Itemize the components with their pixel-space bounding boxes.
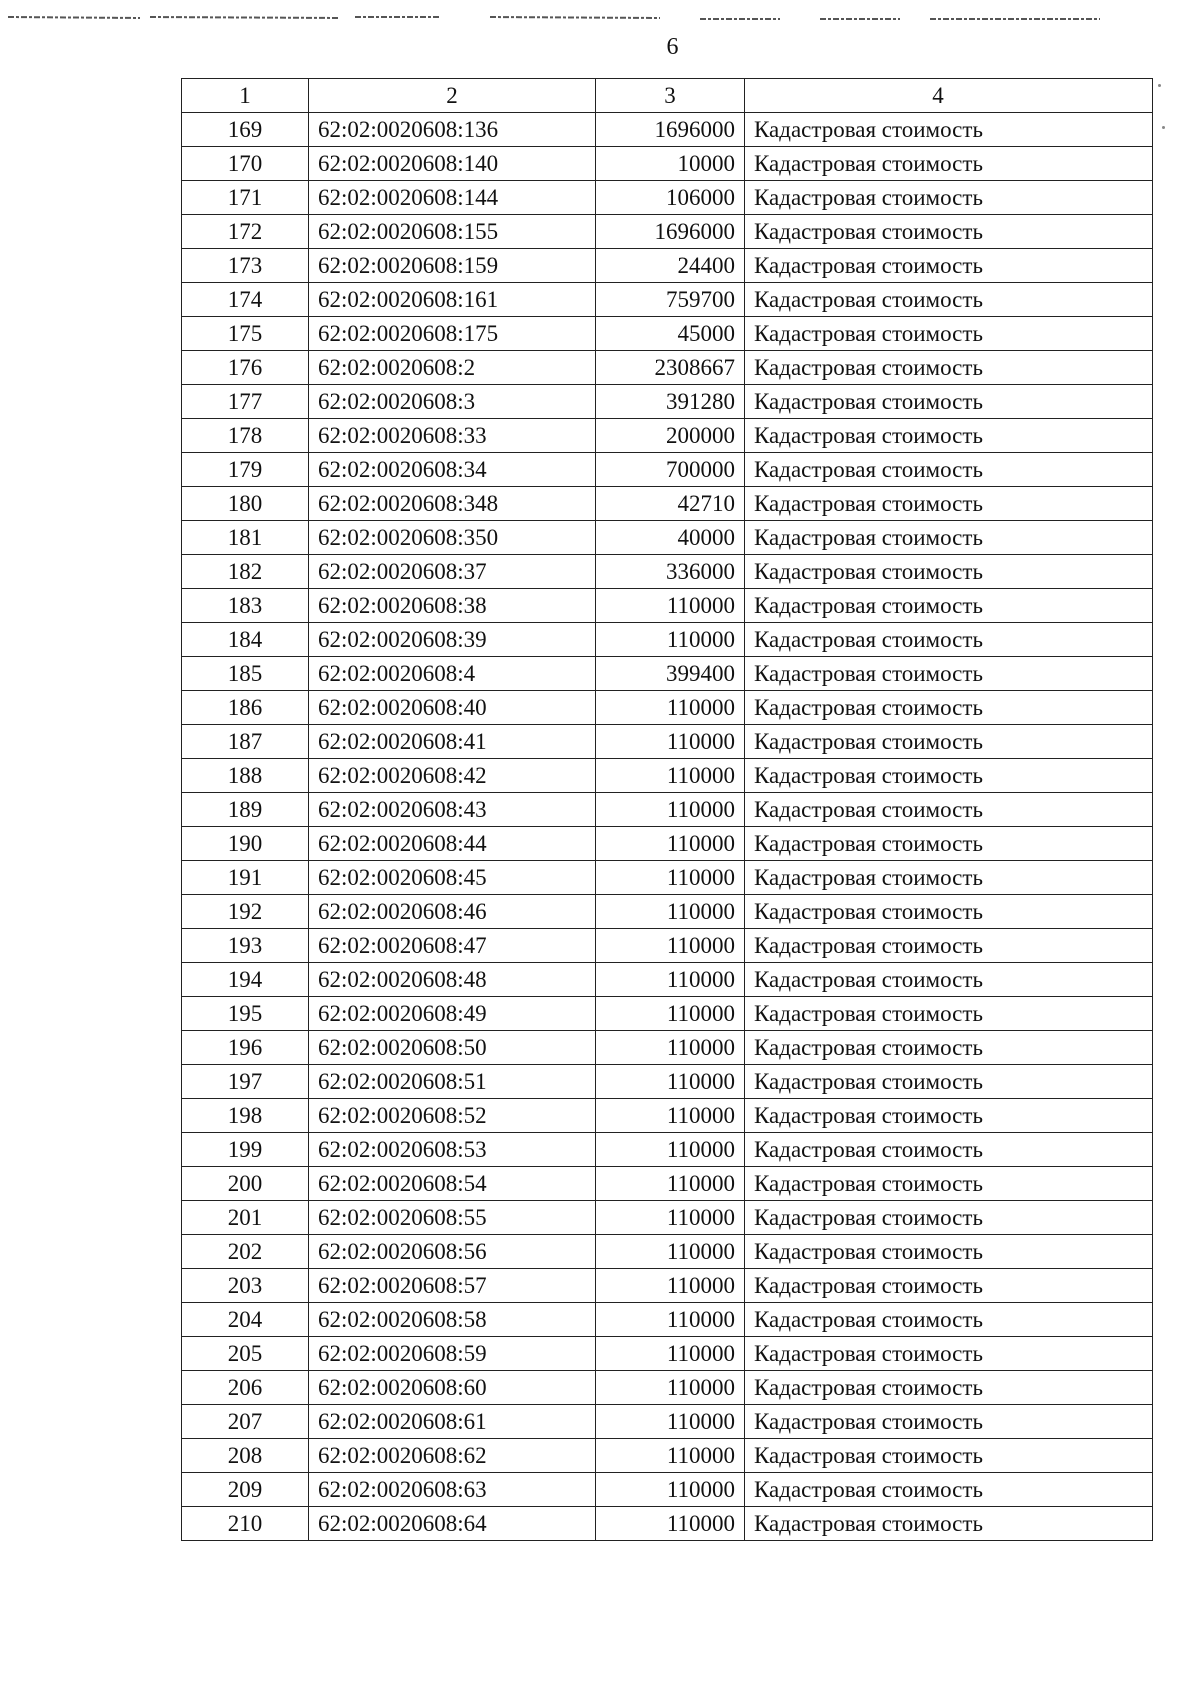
cadastral-number-cell: 62:02:0020608:350 bbox=[309, 521, 596, 555]
value-cell: 110000 bbox=[596, 589, 745, 623]
value-cell: 110000 bbox=[596, 1269, 745, 1303]
value-cell: 399400 bbox=[596, 657, 745, 691]
value-cell: 24400 bbox=[596, 249, 745, 283]
table-row bbox=[182, 113, 1153, 147]
row-number-cell: 199 bbox=[182, 1133, 309, 1167]
value-cell: 110000 bbox=[596, 759, 745, 793]
value-type-cell: Кадастровая стоимость bbox=[745, 1507, 1153, 1541]
value-type-cell: Кадастровая стоимость bbox=[745, 1269, 1153, 1303]
table-row bbox=[182, 793, 1153, 827]
value-type-cell: Кадастровая стоимость bbox=[745, 827, 1153, 861]
page-number: 6 bbox=[666, 34, 679, 60]
table-row bbox=[182, 997, 1153, 1031]
scan-speck bbox=[1162, 126, 1165, 129]
cadastral-number-cell: 62:02:0020608:4 bbox=[309, 657, 596, 691]
cadastral-number-cell: 62:02:0020608:38 bbox=[309, 589, 596, 623]
cadastral-number-cell: 62:02:0020608:155 bbox=[309, 215, 596, 249]
row-number-cell: 176 bbox=[182, 351, 309, 385]
value-type-cell: Кадастровая стоимость bbox=[745, 725, 1153, 759]
value-cell: 110000 bbox=[596, 895, 745, 929]
table-row bbox=[182, 1303, 1153, 1337]
table-row bbox=[182, 385, 1153, 419]
table-row bbox=[182, 317, 1153, 351]
cadastral-number-cell: 62:02:0020608:3 bbox=[309, 385, 596, 419]
cadastral-number-cell: 62:02:0020608:59 bbox=[309, 1337, 596, 1371]
cadastral-number-cell: 62:02:0020608:53 bbox=[309, 1133, 596, 1167]
table-row bbox=[182, 147, 1153, 181]
row-number-cell: 170 bbox=[182, 147, 309, 181]
table-row bbox=[182, 657, 1153, 691]
value-type-cell: Кадастровая стоимость bbox=[745, 861, 1153, 895]
row-number-cell: 188 bbox=[182, 759, 309, 793]
cadastral-number-cell: 62:02:0020608:45 bbox=[309, 861, 596, 895]
value-type-cell: Кадастровая стоимость bbox=[745, 623, 1153, 657]
cadastral-number-cell: 62:02:0020608:39 bbox=[309, 623, 596, 657]
table-row bbox=[182, 929, 1153, 963]
value-type-cell: Кадастровая стоимость bbox=[745, 1167, 1153, 1201]
row-number-cell: 180 bbox=[182, 487, 309, 521]
value-cell: 759700 bbox=[596, 283, 745, 317]
cadastral-number-cell: 62:02:0020608:42 bbox=[309, 759, 596, 793]
row-number-cell: 202 bbox=[182, 1235, 309, 1269]
value-type-cell: Кадастровая стоимость bbox=[745, 1065, 1153, 1099]
value-cell: 110000 bbox=[596, 1235, 745, 1269]
value-type-cell: Кадастровая стоимость bbox=[745, 215, 1153, 249]
value-type-cell: Кадастровая стоимость bbox=[745, 657, 1153, 691]
cadastral-number-cell: 62:02:0020608:37 bbox=[309, 555, 596, 589]
table-row bbox=[182, 215, 1153, 249]
value-type-cell: Кадастровая стоимость bbox=[745, 1201, 1153, 1235]
value-cell: 10000 bbox=[596, 147, 745, 181]
value-type-cell: Кадастровая стоимость bbox=[745, 793, 1153, 827]
cadastral-number-cell: 62:02:0020608:175 bbox=[309, 317, 596, 351]
value-cell: 110000 bbox=[596, 1337, 745, 1371]
value-type-cell: Кадастровая стоимость bbox=[745, 317, 1153, 351]
row-number-cell: 169 bbox=[182, 113, 309, 147]
value-cell: 110000 bbox=[596, 1065, 745, 1099]
value-cell: 110000 bbox=[596, 1031, 745, 1065]
row-number-cell: 185 bbox=[182, 657, 309, 691]
row-number-cell: 209 bbox=[182, 1473, 309, 1507]
value-cell: 110000 bbox=[596, 1303, 745, 1337]
value-cell: 110000 bbox=[596, 623, 745, 657]
value-type-cell: Кадастровая стоимость bbox=[745, 419, 1153, 453]
value-cell: 110000 bbox=[596, 1099, 745, 1133]
value-type-cell: Кадастровая стоимость bbox=[745, 113, 1153, 147]
table-row bbox=[182, 453, 1153, 487]
table-row bbox=[182, 1099, 1153, 1133]
value-cell: 700000 bbox=[596, 453, 745, 487]
value-cell: 110000 bbox=[596, 1473, 745, 1507]
row-number-cell: 173 bbox=[182, 249, 309, 283]
cadastral-number-cell: 62:02:0020608:49 bbox=[309, 997, 596, 1031]
value-type-cell: Кадастровая стоимость bbox=[745, 453, 1153, 487]
value-cell: 110000 bbox=[596, 1167, 745, 1201]
column-header-2: 2 bbox=[309, 79, 596, 113]
value-type-cell: Кадастровая стоимость bbox=[745, 1371, 1153, 1405]
cadastral-number-cell: 62:02:0020608:63 bbox=[309, 1473, 596, 1507]
row-number-cell: 207 bbox=[182, 1405, 309, 1439]
value-cell: 110000 bbox=[596, 1371, 745, 1405]
cadastral-number-cell: 62:02:0020608:47 bbox=[309, 929, 596, 963]
value-type-cell: Кадастровая стоимость bbox=[745, 1235, 1153, 1269]
value-cell: 110000 bbox=[596, 1133, 745, 1167]
row-number-cell: 203 bbox=[182, 1269, 309, 1303]
value-type-cell: Кадастровая стоимость bbox=[745, 351, 1153, 385]
table-row bbox=[182, 555, 1153, 589]
value-type-cell: Кадастровая стоимость bbox=[745, 589, 1153, 623]
value-cell: 336000 bbox=[596, 555, 745, 589]
table-row bbox=[182, 521, 1153, 555]
cadastral-number-cell: 62:02:0020608:2 bbox=[309, 351, 596, 385]
table-row bbox=[182, 1439, 1153, 1473]
value-type-cell: Кадастровая стоимость bbox=[745, 691, 1153, 725]
cadastral-number-cell: 62:02:0020608:52 bbox=[309, 1099, 596, 1133]
value-cell: 110000 bbox=[596, 963, 745, 997]
column-header-1: 1 bbox=[182, 79, 309, 113]
row-number-cell: 205 bbox=[182, 1337, 309, 1371]
cadastral-number-cell: 62:02:0020608:58 bbox=[309, 1303, 596, 1337]
value-cell: 110000 bbox=[596, 1201, 745, 1235]
row-number-cell: 179 bbox=[182, 453, 309, 487]
row-number-cell: 210 bbox=[182, 1507, 309, 1541]
cadastral-number-cell: 62:02:0020608:60 bbox=[309, 1371, 596, 1405]
table-row bbox=[182, 963, 1153, 997]
row-number-cell: 177 bbox=[182, 385, 309, 419]
value-cell: 1696000 bbox=[596, 215, 745, 249]
value-type-cell: Кадастровая стоимость bbox=[745, 997, 1153, 1031]
scan-speck bbox=[1158, 84, 1161, 87]
cadastral-number-cell: 62:02:0020608:348 bbox=[309, 487, 596, 521]
row-number-cell: 201 bbox=[182, 1201, 309, 1235]
table-row bbox=[182, 1337, 1153, 1371]
cadastral-number-cell: 62:02:0020608:44 bbox=[309, 827, 596, 861]
value-type-cell: Кадастровая стоимость bbox=[745, 1405, 1153, 1439]
row-number-cell: 208 bbox=[182, 1439, 309, 1473]
value-cell: 110000 bbox=[596, 861, 745, 895]
row-number-cell: 197 bbox=[182, 1065, 309, 1099]
table-row bbox=[182, 1235, 1153, 1269]
cadastral-number-cell: 62:02:0020608:50 bbox=[309, 1031, 596, 1065]
value-cell: 1696000 bbox=[596, 113, 745, 147]
row-number-cell: 193 bbox=[182, 929, 309, 963]
value-cell: 391280 bbox=[596, 385, 745, 419]
row-number-cell: 187 bbox=[182, 725, 309, 759]
row-number-cell: 204 bbox=[182, 1303, 309, 1337]
row-number-cell: 200 bbox=[182, 1167, 309, 1201]
table-row bbox=[182, 1167, 1153, 1201]
table-row bbox=[182, 1031, 1153, 1065]
table-row bbox=[182, 623, 1153, 657]
cadastral-number-cell: 62:02:0020608:64 bbox=[309, 1507, 596, 1541]
row-number-cell: 172 bbox=[182, 215, 309, 249]
row-number-cell: 191 bbox=[182, 861, 309, 895]
value-type-cell: Кадастровая стоимость bbox=[745, 1473, 1153, 1507]
value-type-cell: Кадастровая стоимость bbox=[745, 283, 1153, 317]
value-cell: 45000 bbox=[596, 317, 745, 351]
cadastral-number-cell: 62:02:0020608:51 bbox=[309, 1065, 596, 1099]
table-row bbox=[182, 1473, 1153, 1507]
table-row bbox=[182, 1269, 1153, 1303]
value-cell: 110000 bbox=[596, 793, 745, 827]
value-cell: 110000 bbox=[596, 929, 745, 963]
value-cell: 110000 bbox=[596, 997, 745, 1031]
table-row bbox=[182, 351, 1153, 385]
row-number-cell: 194 bbox=[182, 963, 309, 997]
value-type-cell: Кадастровая стоимость bbox=[745, 521, 1153, 555]
column-header-3: 3 bbox=[596, 79, 745, 113]
cadastral-number-cell: 62:02:0020608:57 bbox=[309, 1269, 596, 1303]
row-number-cell: 186 bbox=[182, 691, 309, 725]
value-cell: 110000 bbox=[596, 691, 745, 725]
table-row bbox=[182, 1405, 1153, 1439]
value-cell: 42710 bbox=[596, 487, 745, 521]
table-row bbox=[182, 759, 1153, 793]
table-row bbox=[182, 283, 1153, 317]
table-row bbox=[182, 419, 1153, 453]
cadastral-number-cell: 62:02:0020608:161 bbox=[309, 283, 596, 317]
row-number-cell: 206 bbox=[182, 1371, 309, 1405]
value-cell: 2308667 bbox=[596, 351, 745, 385]
value-cell: 110000 bbox=[596, 1507, 745, 1541]
cadastral-number-cell: 62:02:0020608:144 bbox=[309, 181, 596, 215]
table-row bbox=[182, 861, 1153, 895]
value-type-cell: Кадастровая стоимость bbox=[745, 555, 1153, 589]
value-type-cell: Кадастровая стоимость bbox=[745, 929, 1153, 963]
table-row bbox=[182, 1507, 1153, 1541]
row-number-cell: 178 bbox=[182, 419, 309, 453]
value-type-cell: Кадастровая стоимость bbox=[745, 1031, 1153, 1065]
cadastral-number-cell: 62:02:0020608:136 bbox=[309, 113, 596, 147]
cadastral-number-cell: 62:02:0020608:40 bbox=[309, 691, 596, 725]
value-type-cell: Кадастровая стоимость bbox=[745, 895, 1153, 929]
value-cell: 110000 bbox=[596, 725, 745, 759]
cadastral-table bbox=[181, 78, 1153, 1541]
scan-edge-artifact bbox=[0, 14, 1200, 22]
row-number-cell: 181 bbox=[182, 521, 309, 555]
row-number-cell: 174 bbox=[182, 283, 309, 317]
cadastral-number-cell: 62:02:0020608:62 bbox=[309, 1439, 596, 1473]
cadastral-number-cell: 62:02:0020608:34 bbox=[309, 453, 596, 487]
value-type-cell: Кадастровая стоимость bbox=[745, 1133, 1153, 1167]
value-type-cell: Кадастровая стоимость bbox=[745, 385, 1153, 419]
row-number-cell: 189 bbox=[182, 793, 309, 827]
cadastral-number-cell: 62:02:0020608:41 bbox=[309, 725, 596, 759]
value-type-cell: Кадастровая стоимость bbox=[745, 1337, 1153, 1371]
row-number-cell: 175 bbox=[182, 317, 309, 351]
table-row bbox=[182, 249, 1153, 283]
value-cell: 200000 bbox=[596, 419, 745, 453]
cadastral-number-cell: 62:02:0020608:159 bbox=[309, 249, 596, 283]
cadastral-number-cell: 62:02:0020608:140 bbox=[309, 147, 596, 181]
table-row bbox=[182, 589, 1153, 623]
value-type-cell: Кадастровая стоимость bbox=[745, 249, 1153, 283]
value-cell: 110000 bbox=[596, 1439, 745, 1473]
value-type-cell: Кадастровая стоимость bbox=[745, 1439, 1153, 1473]
row-number-cell: 183 bbox=[182, 589, 309, 623]
column-header-4: 4 bbox=[745, 79, 1153, 113]
value-type-cell: Кадастровая стоимость bbox=[745, 1303, 1153, 1337]
header-row bbox=[182, 79, 1153, 113]
table-row bbox=[182, 487, 1153, 521]
value-type-cell: Кадастровая стоимость bbox=[745, 759, 1153, 793]
value-type-cell: Кадастровая стоимость bbox=[745, 487, 1153, 521]
cadastral-number-cell: 62:02:0020608:46 bbox=[309, 895, 596, 929]
table-row bbox=[182, 1201, 1153, 1235]
cadastral-number-cell: 62:02:0020608:61 bbox=[309, 1405, 596, 1439]
table-row bbox=[182, 827, 1153, 861]
row-number-cell: 196 bbox=[182, 1031, 309, 1065]
value-cell: 40000 bbox=[596, 521, 745, 555]
cadastral-number-cell: 62:02:0020608:33 bbox=[309, 419, 596, 453]
row-number-cell: 195 bbox=[182, 997, 309, 1031]
table-row bbox=[182, 1133, 1153, 1167]
value-type-cell: Кадастровая стоимость bbox=[745, 1099, 1153, 1133]
value-cell: 110000 bbox=[596, 827, 745, 861]
row-number-cell: 190 bbox=[182, 827, 309, 861]
value-type-cell: Кадастровая стоимость bbox=[745, 963, 1153, 997]
cadastral-number-cell: 62:02:0020608:56 bbox=[309, 1235, 596, 1269]
table-row bbox=[182, 691, 1153, 725]
table-row bbox=[182, 895, 1153, 929]
cadastral-number-cell: 62:02:0020608:55 bbox=[309, 1201, 596, 1235]
value-type-cell: Кадастровая стоимость bbox=[745, 181, 1153, 215]
table-row bbox=[182, 725, 1153, 759]
cadastral-number-cell: 62:02:0020608:54 bbox=[309, 1167, 596, 1201]
table-row bbox=[182, 1065, 1153, 1099]
row-number-cell: 198 bbox=[182, 1099, 309, 1133]
value-cell: 110000 bbox=[596, 1405, 745, 1439]
row-number-cell: 192 bbox=[182, 895, 309, 929]
table-row bbox=[182, 1371, 1153, 1405]
value-cell: 106000 bbox=[596, 181, 745, 215]
cadastral-number-cell: 62:02:0020608:43 bbox=[309, 793, 596, 827]
cadastral-number-cell: 62:02:0020608:48 bbox=[309, 963, 596, 997]
table-body bbox=[182, 113, 1153, 1541]
row-number-cell: 182 bbox=[182, 555, 309, 589]
row-number-cell: 171 bbox=[182, 181, 309, 215]
value-type-cell: Кадастровая стоимость bbox=[745, 147, 1153, 181]
table-row bbox=[182, 181, 1153, 215]
row-number-cell: 184 bbox=[182, 623, 309, 657]
